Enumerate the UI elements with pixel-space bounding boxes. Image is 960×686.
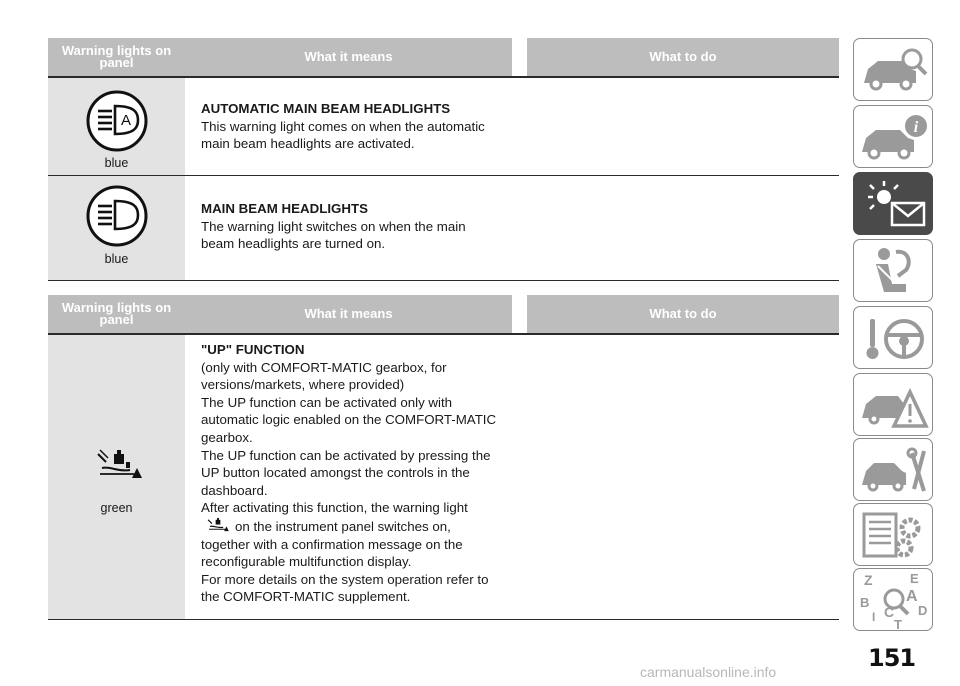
alphabet-index-icon <box>854 569 934 632</box>
svg-text:C: C <box>884 604 895 620</box>
car-tools-icon <box>854 439 934 502</box>
sidebar-tab-spec-sheet-gears[interactable] <box>853 503 933 566</box>
seat-airbag-icon <box>854 240 934 303</box>
car-search-icon <box>854 39 934 102</box>
warning-lights-table-2 <box>48 295 839 620</box>
sidebar-tab-car-tools[interactable] <box>853 438 933 501</box>
warning-lights-table-1 <box>48 38 839 281</box>
sidebar-tab-car-search[interactable] <box>853 38 933 101</box>
up-function-inline-icon <box>201 517 235 533</box>
svg-text:i: i <box>913 119 919 136</box>
header-what-it-means: What it means <box>185 295 512 333</box>
row-text-line: (only with COMFORT-MATIC gearbox, for <box>201 359 447 375</box>
main-beam-auto-icon <box>86 90 148 152</box>
icon-color-label: green <box>100 501 133 515</box>
row-text-line: main beam headlights are activated. <box>201 136 415 152</box>
icon-color-label: blue <box>104 252 129 266</box>
table-row <box>48 78 839 176</box>
row-title: "UP" FUNCTION <box>201 342 305 357</box>
header-what-to-do: What to do <box>527 295 839 333</box>
header-what-it-means: What it means <box>185 38 512 76</box>
row-text-line: reconfigurable multifunction display. <box>201 554 412 570</box>
page-number: 151 <box>868 644 916 672</box>
row-text-line: automatic logic enabled on the COMFORT-MATIC <box>201 412 497 428</box>
svg-text:B: B <box>860 595 870 610</box>
main-beam-icon <box>86 185 148 247</box>
svg-text:A: A <box>120 112 132 129</box>
up-function-icon <box>96 448 142 482</box>
row-title: AUTOMATIC MAIN BEAM HEADLIGHTS <box>201 101 451 116</box>
row-text-line: dashboard. <box>201 482 268 498</box>
car-info-icon <box>854 106 934 169</box>
row-text-line: This warning light comes on when the automatic <box>201 118 485 134</box>
row-text-line: gearbox. <box>201 429 253 445</box>
sidebar-tab-seat-airbag[interactable] <box>853 239 933 302</box>
svg-text:E: E <box>910 571 919 586</box>
svg-text:D: D <box>918 603 928 618</box>
row-text-line: After activating this function, the warning light <box>201 500 468 516</box>
svg-text:Z: Z <box>864 572 873 588</box>
row-text-line: The warning light switches on when the main <box>201 218 466 234</box>
sidebar-tab-car-warning-triangle[interactable] <box>853 373 933 436</box>
svg-text:A: A <box>906 588 918 605</box>
row-text-line: The UP function can be activated only with <box>201 394 453 410</box>
svg-text:I: I <box>872 610 876 624</box>
row-text-line: versions/markets, where provided) <box>201 377 405 393</box>
car-warning-triangle-icon <box>854 374 934 437</box>
row-text-line: the COMFORT-MATIC supplement. <box>201 589 411 605</box>
row-text-line: UP button located amongst the controls in the <box>201 465 470 481</box>
steering-key-icon <box>854 307 934 370</box>
row-text-line-with-icon: on the instrument panel switches on, <box>201 517 521 536</box>
table-header <box>48 38 839 78</box>
warning-lights-icon <box>854 173 934 236</box>
svg-text:T: T <box>894 617 902 632</box>
table-row <box>48 176 839 281</box>
table-row <box>48 335 839 620</box>
row-text-line: together with a confirmation message on the <box>201 536 463 552</box>
header-what-to-do: What to do <box>527 38 839 76</box>
sidebar-tab-warning-lights[interactable] <box>853 172 933 235</box>
table-header <box>48 295 839 335</box>
row-text-line: For more details on the system operation refer to <box>201 571 489 587</box>
spec-sheet-gears-icon <box>854 504 934 567</box>
watermark: carmanualsonline.info <box>640 664 777 680</box>
header-warning-lights: Warning lights on panel <box>48 295 185 333</box>
sidebar-tab-alphabet-index[interactable] <box>853 568 933 631</box>
header-warning-lights: Warning lights on panel <box>48 38 185 76</box>
row-title: MAIN BEAM HEADLIGHTS <box>201 201 368 216</box>
sidebar-tab-car-info[interactable] <box>853 105 933 168</box>
sidebar-tab-steering-key[interactable] <box>853 306 933 369</box>
icon-color-label: blue <box>104 156 129 170</box>
row-text-line: The UP function can be activated by pressing the <box>201 447 491 463</box>
row-text-line: beam headlights are turned on. <box>201 236 386 252</box>
